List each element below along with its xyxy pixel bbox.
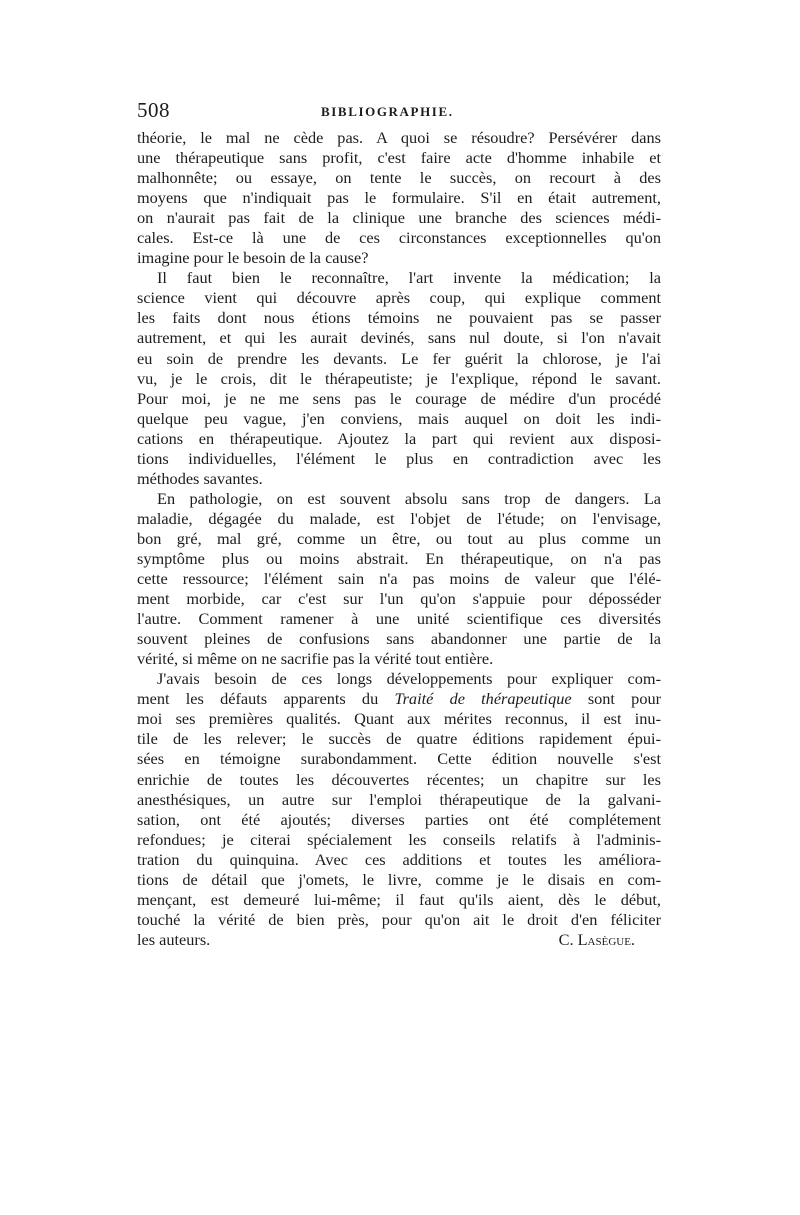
text-line: refondues; je citerai spécialement les conseils relatifs à l'adminis- xyxy=(137,829,661,849)
text-line: touché la vérité de bien près, pour qu'on ait le droit d'en féliciter xyxy=(137,909,661,929)
text-line: Il faut bien le reconnaître, l'art invente la médication; la xyxy=(157,268,661,288)
paragraph-4 xyxy=(137,669,661,950)
text-line: une thérapeutique sans profit, c'est faire acte d'homme inhabile et xyxy=(137,148,661,168)
paragraph-2 xyxy=(137,268,661,489)
author-signature: C. Lasègue. xyxy=(558,929,635,949)
text-line: tile de les relever; le succès de quatre éditions rapidement épui- xyxy=(137,729,661,749)
text-fragment: les auteurs. xyxy=(137,929,211,949)
text-line: méthodes savantes. xyxy=(137,468,263,488)
body-text xyxy=(137,128,661,950)
text-line: science vient qui découvre après coup, qui explique comment xyxy=(137,288,661,308)
text-line: malhonnête; ou essaye, on tente le succès, on recourt à des xyxy=(137,168,661,188)
text-line: sées en témoigne surabondamment. Cette édition nouvelle s'est xyxy=(137,749,661,769)
text-line: mençant, est demeuré lui-même; il faut qu'ils aient, dès le début, xyxy=(137,889,661,909)
page-number: 508 xyxy=(137,98,170,122)
text-line: cette ressource; l'élément sain n'a pas moins de valeur que l'élé- xyxy=(137,569,661,589)
text-line: les faits dont nous étions témoins ne pouvaient pas se passer xyxy=(137,308,661,328)
text-line: tions individuelles, l'élément le plus en contradiction avec les xyxy=(137,448,661,468)
text-line: autrement, et qui les aurait devinés, sans nul doute, si l'on n'avait xyxy=(137,328,661,348)
text-line: on n'aurait pas fait de la clinique une branche des sciences médi- xyxy=(137,208,661,228)
text-line: l'autre. Comment ramener à une unité scientifique ces diversités xyxy=(137,609,661,629)
text-line: anesthésiques, un autre sur l'emploi thérapeutique de la galvani- xyxy=(137,789,661,809)
text-line: ment morbide, car c'est sur l'un qu'on s'appuie pour déposséder xyxy=(137,589,661,609)
closing-line xyxy=(137,930,661,950)
text-line xyxy=(137,689,661,709)
text-line: maladie, dégagée du malade, est l'objet de l'étude; on l'envisage, xyxy=(137,508,661,528)
text-line: bon gré, mal gré, comme un être, ou tout au plus comme un xyxy=(137,528,661,548)
text-line: souvent pleines de confusions sans abandonner une partie de la xyxy=(137,629,661,649)
text-fragment: ment les défauts apparents du xyxy=(137,689,395,709)
text-line: vérité, si même on ne sacrifie pas la vérité tout entière. xyxy=(137,649,494,669)
text-line: moi ses premières qualités. Quant aux mérites reconnus, il est inu- xyxy=(137,709,661,729)
running-head: BIBLIOGRAPHIE. xyxy=(321,104,454,119)
text-line: tration du quinquina. Avec ces additions et toutes les améliora- xyxy=(137,849,661,869)
text-line: J'avais besoin de ces longs développements pour expliquer com- xyxy=(157,669,661,689)
text-line: vu, je le crois, dit le thérapeutiste; je l'explique, répond le savant. xyxy=(137,368,661,388)
book-title: Traité de thérapeutique xyxy=(394,689,572,709)
text-fragment: sont pour xyxy=(571,689,661,709)
paragraph-1 xyxy=(137,128,661,268)
text-line: théorie, le mal ne cède pas. A quoi se résoudre? Persévérer dans xyxy=(137,128,661,147)
text-line: tions de détail que j'omets, le livre, comme je le disais en com- xyxy=(137,869,661,889)
text-line: symptôme plus ou moins abstrait. En thérapeutique, on n'a pas xyxy=(137,548,661,568)
text-line: En pathologie, on est souvent absolu sans trop de dangers. La xyxy=(157,488,661,508)
text-line: imagine pour le besoin de la cause? xyxy=(137,248,369,268)
page-header xyxy=(137,98,665,124)
text-line: eu soin de prendre les devants. Le fer guérit la chlorose, je l'ai xyxy=(137,348,661,368)
text-line: moyens que n'indiquait pas le formulaire. S'il en était autrement, xyxy=(137,188,661,208)
text-line: enrichie de toutes les découvertes récentes; un chapitre sur les xyxy=(137,769,661,789)
text-line: sation, ont été ajoutés; diverses parties ont été complétement xyxy=(137,809,661,829)
paragraph-3 xyxy=(137,489,661,669)
text-line: cations en thérapeutique. Ajoutez la part qui revient aux disposi- xyxy=(137,428,661,448)
text-line: Pour moi, je ne me sens pas le courage de médire d'un procédé xyxy=(137,388,661,408)
text-line: quelque peu vague, j'en conviens, mais auquel on doit les indi- xyxy=(137,408,661,428)
text-line: cales. Est-ce là une de ces circonstances exceptionnelles qu'on xyxy=(137,228,661,248)
